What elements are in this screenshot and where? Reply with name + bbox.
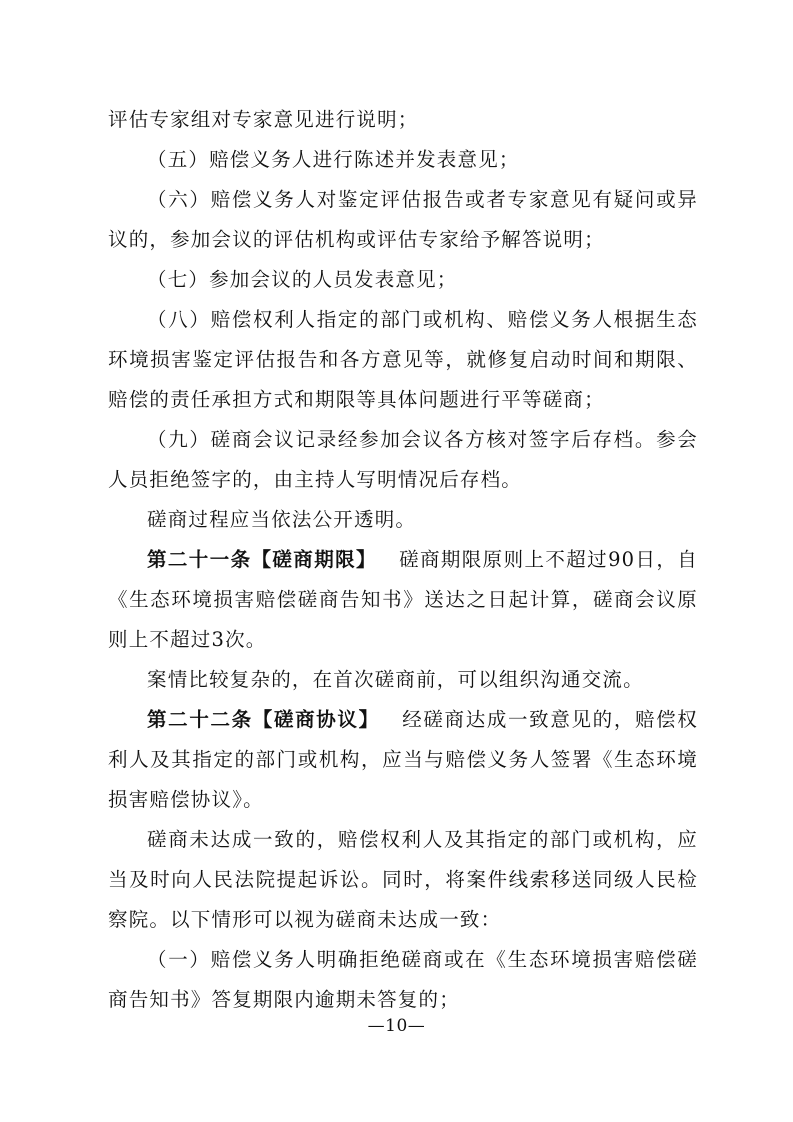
page-number: —10— [367,1016,426,1036]
paragraph-2: （五）赔偿义务人进行陈述并发表意见； [147,148,520,171]
paragraph-5: （八）赔偿权利人指定的部门或机构、赔偿义务人根据生态环境损害鉴定评估报告和各方意见等，就修复启动时间和期限、赔偿的责任承担方式和期限等具体问题进行平等磋商； [108,308,698,411]
paragraph-1: 评估专家组对专家意见进行说明； [108,108,419,131]
paragraph-12: （一）赔偿义务人明确拒绝磋商或在《生态环境损害赔偿磋商告知书》答复期限内逾期未答复的； [108,948,698,1011]
document-body [108,100,698,1020]
article-22-text: 经磋商达成一致意见的，赔偿权利人及其指定的部门或机构，应当与赔偿义务人签署《生态环境损害赔偿协议》。 [108,708,698,811]
paragraph-11: 磋商未达成一致的，赔偿权利人及其指定的部门或机构，应当及时向人民法院提起诉讼。同时，将案件线索移送同级人民检察院。以下情形可以视为磋商未达成一致： [108,828,698,931]
article-22-heading: 第二十二条【磋商协议】 [147,708,380,731]
paragraph-3: （六）赔偿义务人对鉴定评估报告或者专家意见有疑问或异议的，参加会议的评估机构或评估专家给予解答说明； [108,188,698,251]
paragraph-7: 磋商过程应当依法公开透明。 [147,508,417,531]
paragraph-9: 案情比较复杂的，在首次磋商前，可以组织沟通交流。 [147,668,644,691]
article-21-heading: 第二十一条【磋商期限】 [147,548,377,571]
article-21-text: 磋商期限原则上不超过90日，自《生态环境损害赔偿磋商告知书》送达之日起计算，磋商会议原则上不超过3次。 [108,548,698,651]
paragraph-4: （七）参加会议的人员发表意见； [147,268,458,291]
paragraph-6: （九）磋商会议记录经参加会议各方核对签字后存档。参会人员拒绝签字的，由主持人写明情况后存档。 [108,428,698,491]
article-22 [108,700,698,820]
article-21 [108,540,698,660]
